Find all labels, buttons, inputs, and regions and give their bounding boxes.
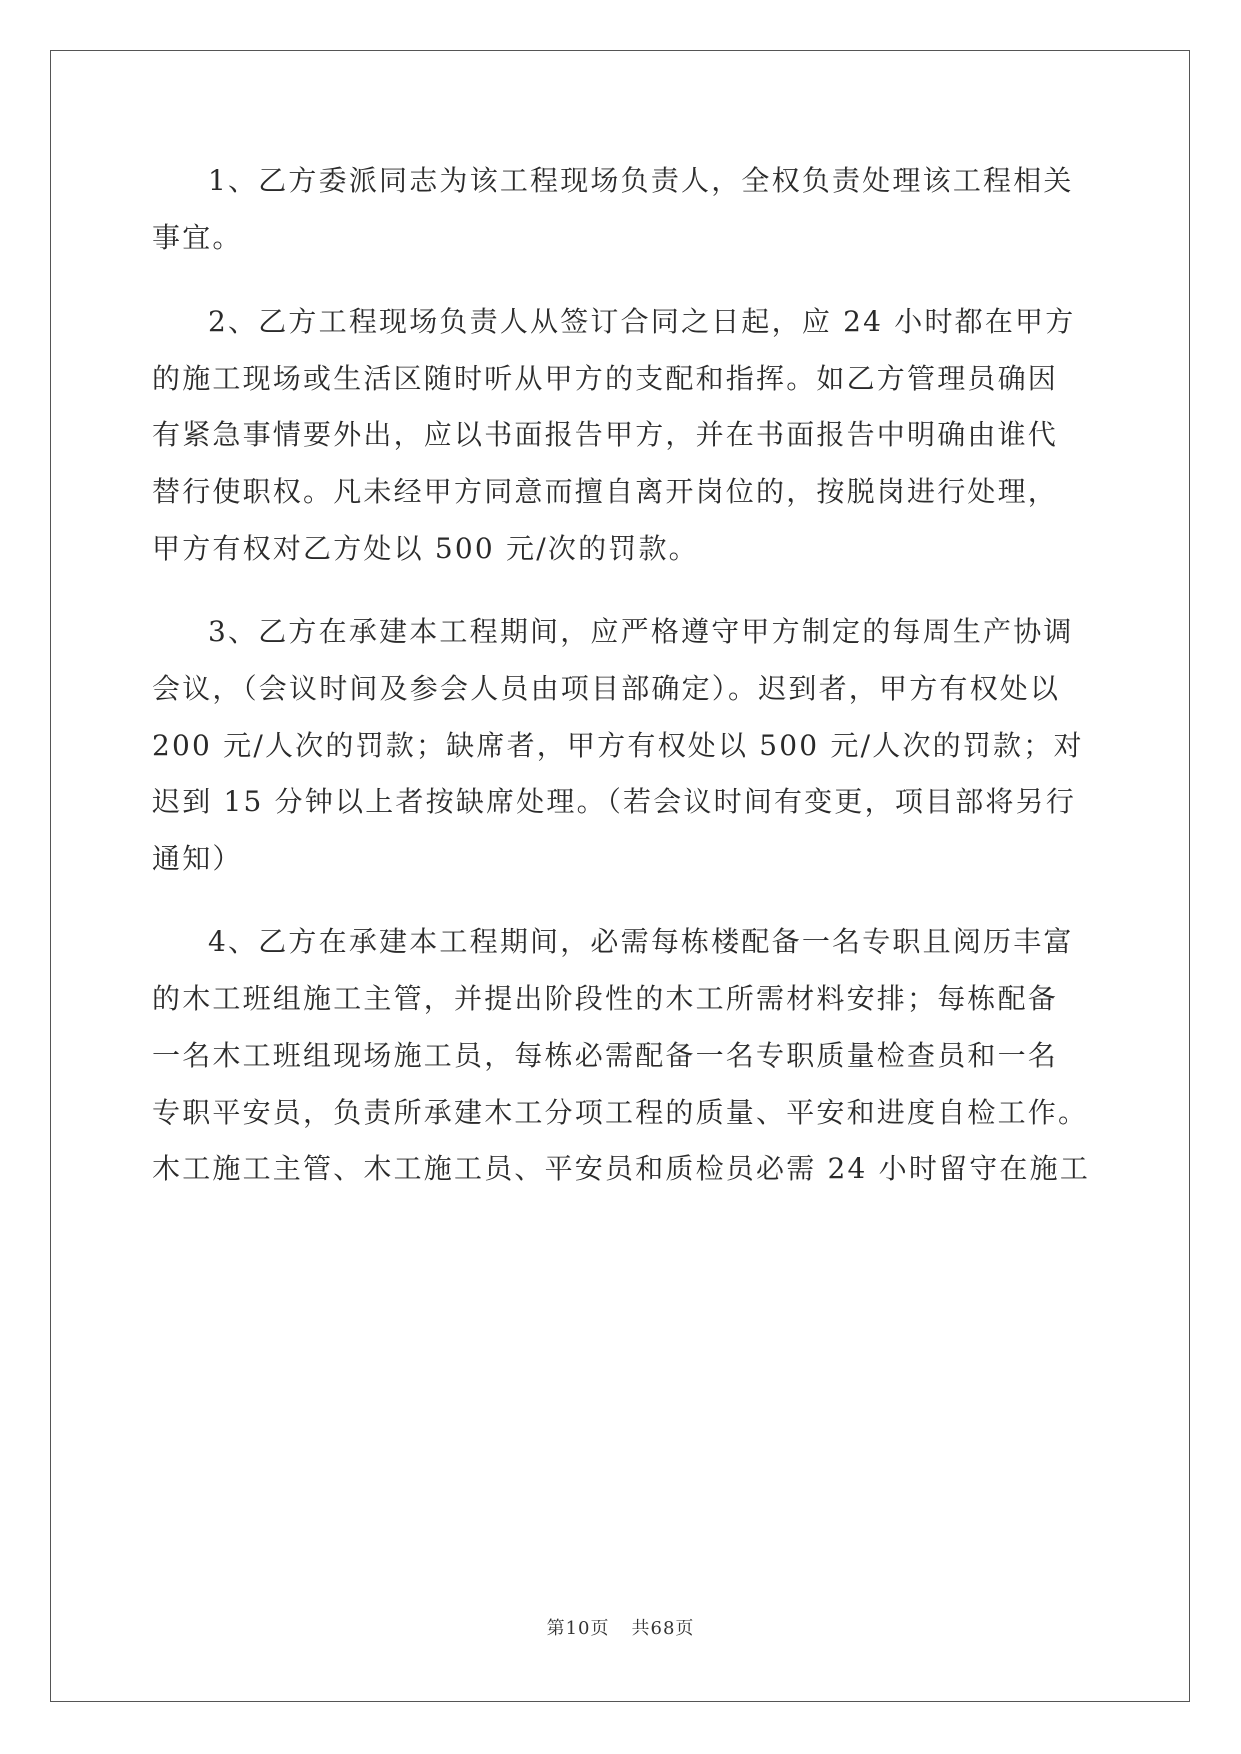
paragraph-4-line-1: 4、乙方在承建本工程期间，必需每栋楼配备一名专职且阅历丰富 bbox=[208, 925, 1074, 958]
page-footer bbox=[0, 1614, 1241, 1640]
paragraph-3-line-5: 通知） bbox=[152, 842, 243, 875]
paragraph-2-line-2: 的施工现场或生活区随时听从甲方的支配和指挥。如乙方管理员确因 bbox=[152, 362, 1059, 395]
paragraph-2-line-1: 2、乙方工程现场负责人从签订合同之日起，应 24 小时都在甲方 bbox=[208, 305, 1076, 338]
paragraph-4-line-2: 的木工班组施工主管，并提出阶段性的木工所需材料安排；每栋配备 bbox=[152, 982, 1059, 1015]
page-number: 第10页 bbox=[546, 1618, 610, 1639]
paragraph-1-line-1: 1、乙方委派同志为该工程现场负责人，全权负责处理该工程相关 bbox=[208, 164, 1074, 197]
paragraph-1-line-2: 事宜。 bbox=[152, 221, 243, 254]
paragraph-3-line-4: 迟到 15 分钟以上者按缺席处理。（若会议时间有变更，项目部将另行 bbox=[152, 785, 1077, 818]
paragraph-3-line-3: 200 元/人次的罚款；缺席者，甲方有权处以 500 元/人次的罚款；对 bbox=[152, 729, 1084, 762]
paragraph-2-line-5: 甲方有权对乙方处以 500 元/次的罚款。 bbox=[152, 532, 699, 565]
paragraph-4-line-5: 木工施工主管、木工施工员、平安员和质检员必需 24 小时留守在施工 bbox=[152, 1152, 1091, 1185]
paragraph-2-line-3: 有紧急事情要外出，应以书面报告甲方，并在书面报告中明确由谁代 bbox=[152, 418, 1059, 451]
total-pages: 共68页 bbox=[631, 1618, 695, 1639]
paragraph-3-line-1: 3、乙方在承建本工程期间，应严格遵守甲方制定的每周生产协调 bbox=[208, 615, 1074, 648]
paragraph-2-line-4: 替行使职权。凡未经甲方同意而擅自离开岗位的，按脱岗进行处理， bbox=[152, 475, 1059, 508]
paragraph-3-line-2: 会议，（会议时间及参会人员由项目部确定）。迟到者，甲方有权处以 bbox=[152, 672, 1061, 705]
paragraph-4-line-4: 专职平安员，负责所承建木工分项工程的质量、平安和进度自检工作。 bbox=[152, 1096, 1089, 1129]
paragraph-4-line-3: 一名木工班组现场施工员，每栋必需配备一名专职质量检查员和一名 bbox=[152, 1039, 1059, 1072]
